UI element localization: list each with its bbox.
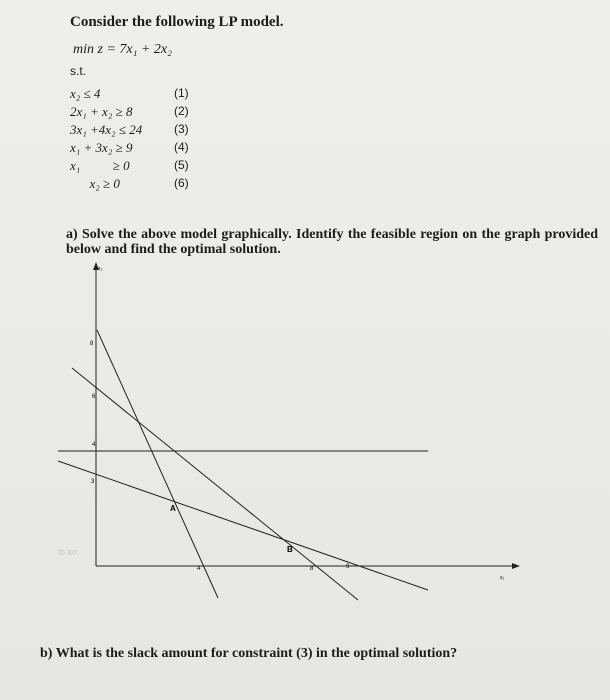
y-tick-label: 3 <box>91 479 95 485</box>
x-tick-label: 8 <box>310 566 314 572</box>
x-tick-label: 4 <box>197 566 201 572</box>
problem-intro: Consider the following LP model. <box>70 14 284 30</box>
constraint-expression: x₂ ≤ 4 <box>70 86 101 101</box>
y-tick-label: 4 <box>92 442 96 448</box>
y-tick-label: 6 <box>92 394 96 400</box>
y-tick-label: 8 <box>90 341 94 347</box>
constraint-number: (3) <box>174 122 189 136</box>
constraint-number: (2) <box>174 104 189 118</box>
x-axis-arrow-icon <box>512 563 520 569</box>
constraint-number: (1) <box>174 86 189 100</box>
y-axis-label: x₂ <box>98 266 103 272</box>
question-a: a) Solve the above model graphically. Identify the feasible region on the graph provided below and find the optimal solution. <box>66 227 598 257</box>
constraint-number: (5) <box>174 158 189 172</box>
constraint-expression: x₁ ≥ 0 <box>70 158 130 173</box>
constraint-expression: 2x₁ + x₂ ≥ 8 <box>70 104 133 119</box>
constraint-number: (6) <box>174 176 189 190</box>
point-label-b: B <box>287 545 293 554</box>
x-axis-label: x₁ <box>500 575 505 581</box>
constraint-line-4 <box>58 461 428 590</box>
subject-to-label: s.t. <box>70 64 87 78</box>
constraint-expression: x₁ + 3x₂ ≥ 9 <box>70 140 133 155</box>
constraint-line-3 <box>72 368 358 600</box>
constraint-expression: 3x₁ +4x₂ ≤ 24 <box>70 122 143 137</box>
faded-bleed-text: lo so <box>58 547 78 557</box>
question-b: b) What is the slack amount for constraint (3) in the optimal solution? <box>40 646 458 661</box>
x-tick-label: 9 <box>346 564 350 570</box>
constraint-expression: x₂ ≥ 0 <box>70 176 120 191</box>
constraint-number: (4) <box>174 140 189 154</box>
constraint-line-2 <box>97 330 218 598</box>
objective-function: min z = 7x₁ + 2x₂ <box>73 42 173 57</box>
point-label-a: A <box>170 504 176 513</box>
